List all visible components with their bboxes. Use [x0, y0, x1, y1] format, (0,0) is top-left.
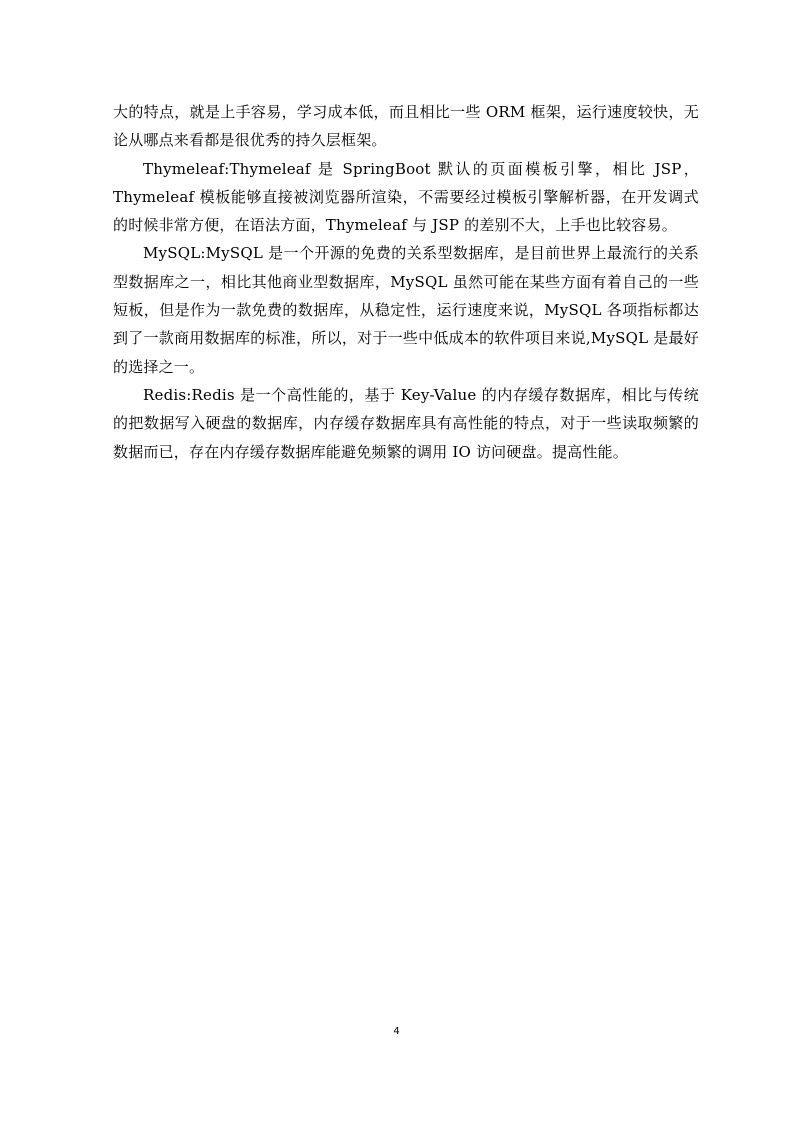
paragraph-redis: Redis:Redis 是一个高性能的，基于 Key-Value 的内存缓存数据库，相比与传统的把数据写入硬盘的数据库，内存缓存数据库具有高性能的特点，对于一些读取频繁的数据而已，存在内存缓存数据库能避免频繁的调用 IO 访问硬盘。提高性能。 — [113, 385, 699, 461]
body-text — [113, 98, 699, 466]
page-number: 4 — [393, 1026, 400, 1037]
paragraph-thymeleaf: Thymeleaf:Thymeleaf 是 SpringBoot 默认的页面模板引擎，相比 JSP，Thymeleaf 模板能够直接被浏览器所渲染，不需要经过模板引擎解析器，在开发调式的时候非常方便，在语法方面，Thymeleaf 与 JSP 的差别不大，上手也比较容易。 — [113, 159, 699, 235]
paragraph-mysql: MySQL:MySQL 是一个开源的免费的关系型数据库，是目前世界上最流行的关系型数据库之一，相比其他商业型数据库，MySQL 虽然可能在某些方面有着自己的一些短板，但是作为一款免费的数据库，从稳定性，运行速度来说，MySQL 各项指标都达到了一款商用数据库的标准，所以，对于一些中低成本的软件项目来说,MySQL 是最好的选择之一。 — [113, 244, 699, 376]
paragraph-mybatis-continuation: 大的特点，就是上手容易，学习成本低，而且相比一些 ORM 框架，运行速度较快，无论从哪点来看都是很优秀的持久层框架。 — [113, 103, 699, 150]
